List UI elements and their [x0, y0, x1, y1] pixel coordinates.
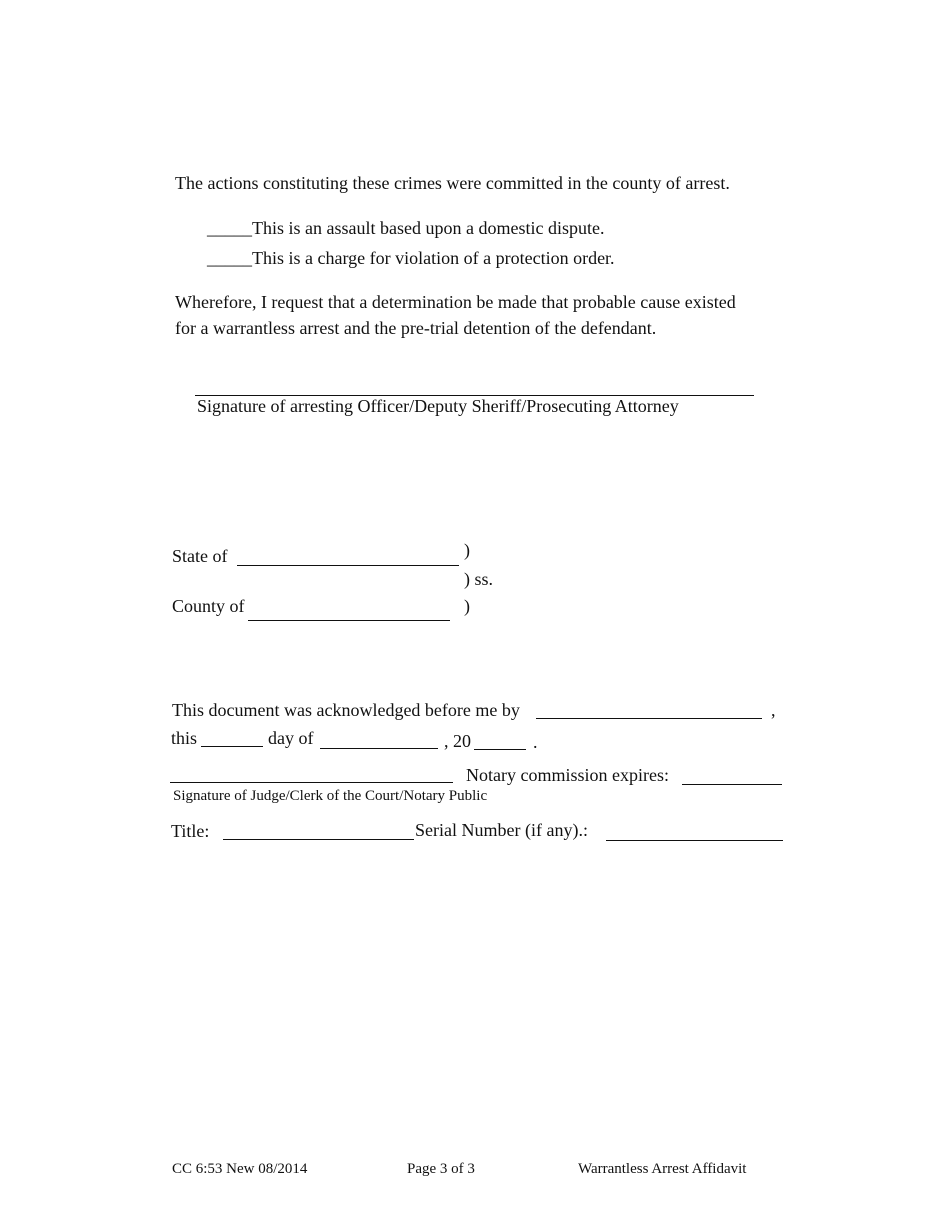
acknowledged-by-field[interactable] — [536, 718, 762, 719]
county-label: County of — [172, 596, 245, 616]
year-prefix: , 20 — [444, 731, 471, 751]
request-line-1: Wherefore, I request that a determination be made that probable cause existed — [175, 292, 736, 312]
month-field[interactable] — [320, 748, 438, 749]
footer-page-number: Page 3 of 3 — [407, 1161, 475, 1177]
title-label: Title: — [171, 821, 210, 841]
serial-field[interactable] — [606, 840, 783, 841]
footer-form-title: Warrantless Arrest Affidavit — [578, 1161, 747, 1177]
acknowledgement-period: . — [533, 732, 538, 752]
day-of-label: day of — [268, 728, 314, 748]
state-label: State of — [172, 546, 228, 566]
acknowledgement-lead: This document was acknowledged before me by — [172, 700, 520, 720]
venue-paren-bottom: ) — [464, 596, 470, 616]
check-item-protection-order — [207, 249, 615, 267]
notary-signature-line[interactable] — [170, 782, 453, 783]
acknowledgement-comma: , — [771, 700, 776, 720]
notary-expires-field[interactable] — [682, 784, 782, 785]
notary-signature-caption: Signature of Judge/Clerk of the Court/Notary Public — [173, 788, 488, 804]
serial-label: Serial Number (if any).: — [415, 820, 588, 840]
footer-form-id: CC 6:53 New 08/2014 — [172, 1161, 308, 1177]
check-label: This is a charge for violation of a protection order. — [252, 248, 615, 268]
title-field[interactable] — [223, 839, 414, 840]
day-field[interactable] — [201, 746, 263, 747]
officer-signature-caption: Signature of arresting Officer/Deputy Sheriff/Prosecuting Attorney — [197, 396, 679, 416]
this-label: this — [171, 728, 198, 748]
venue-paren-top: ) — [464, 540, 470, 560]
county-field[interactable] — [248, 620, 450, 621]
check-item-domestic — [207, 219, 604, 237]
notary-expires-label: Notary commission expires: — [466, 765, 669, 785]
request-line-2: for a warrantless arrest and the pre-trial detention of the defendant. — [175, 318, 657, 338]
check-label: This is an assault based upon a domestic dispute. — [252, 218, 605, 238]
state-field[interactable] — [237, 565, 459, 566]
check-blank[interactable]: _____ — [207, 248, 252, 268]
check-blank[interactable]: _____ — [207, 218, 252, 238]
county-statement: The actions constituting these crimes were committed in the county of arrest. — [175, 173, 730, 193]
year-field[interactable] — [474, 749, 526, 750]
venue-ss: ) ss. — [464, 569, 494, 589]
